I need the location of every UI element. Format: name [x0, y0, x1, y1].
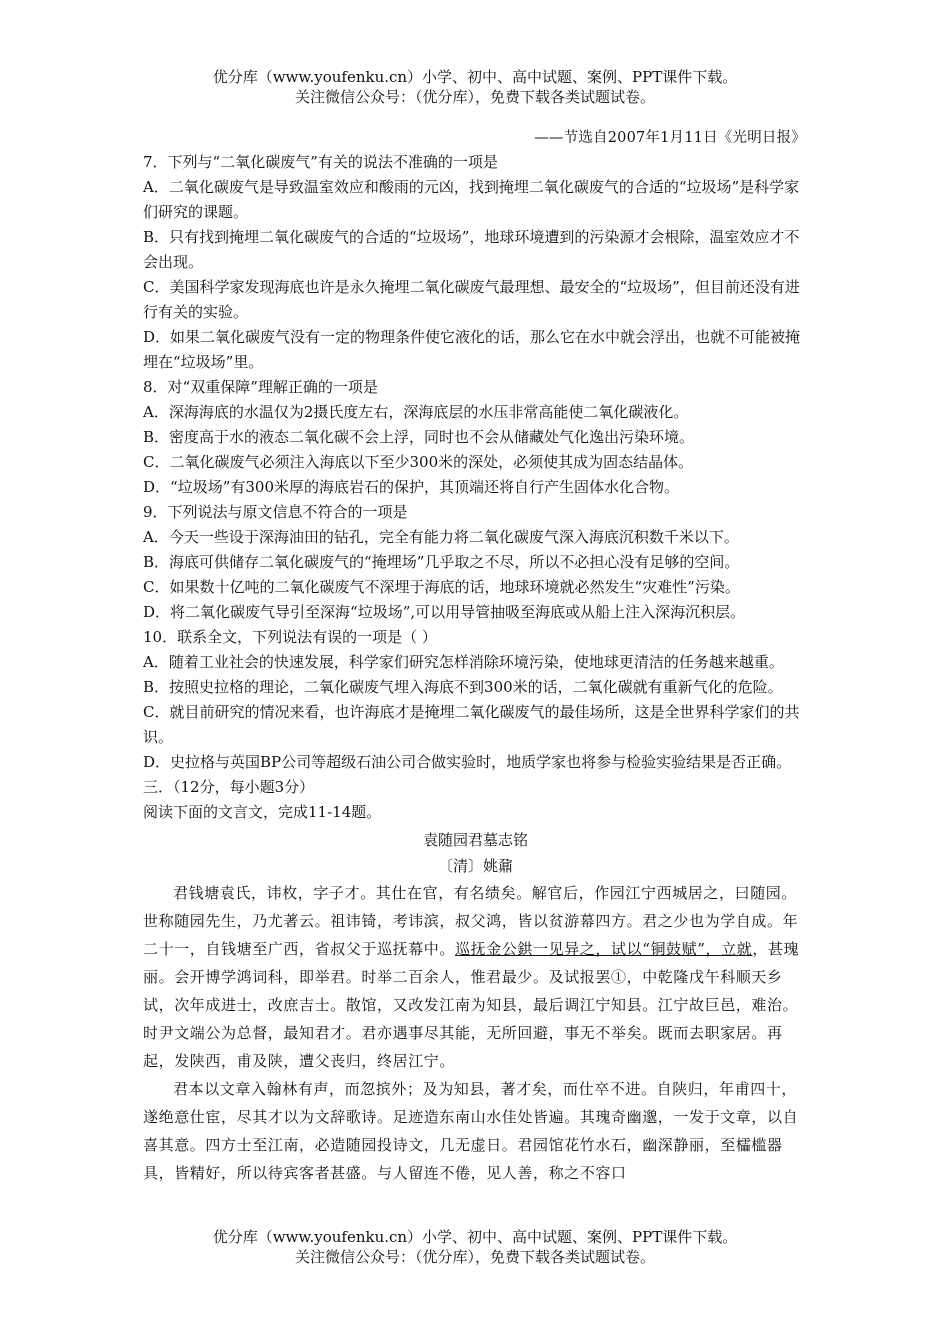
question-10 [143, 625, 808, 775]
question-7 [143, 150, 808, 375]
question-9 [143, 500, 808, 625]
underlined-sentence: 巡抚金公鉷一见异之，试以“铜鼓赋”，立就 [455, 940, 753, 958]
footer-line-2: 关注微信公众号：（优分库），免费下载各类试题试卷。 [294, 1248, 655, 1266]
question-7-option-b: B．只有找到掩埋二氧化碳废气的合适的“垃圾场”，地球环境遭到的污染源才会根除，温室效应才不会出现。 [143, 228, 800, 271]
question-10-option-c: C．就目前研究的情况来看，也许海底才是掩埋二氧化碳废气的最佳场所，这是全世界科学家们的共识。 [143, 703, 800, 746]
question-10-stem: 10．联系全文，下列说法有误的一项是（ ） [143, 628, 437, 646]
footer-line-1: 优分库（www.youfenku.cn）小学、初中、高中试题、案例、PPT课件下载。 [212, 1228, 738, 1246]
question-7-option-a: A．二氧化碳废气是导致温室效应和酸雨的元凶，找到掩埋二氧化碳废气的合适的“垃圾场”是科学家们研究的课题。 [143, 178, 800, 221]
question-10-option-b: B．按照史拉格的理论，二氧化碳废气埋入海底不到300米的话，二氧化碳就有重新气化的危险。 [143, 678, 783, 696]
passage-paragraph-1-text-a: 君钱塘袁氏，讳枚，字子才。其仕在官，有名绩矣。解官后，作园江宁西城居之，曰随园。世称随园先生，乃尤著云。祖讳锜，考讳滨，叔父鸿，皆以贫游幕四方。君之少也为学自成。年二十一，自钱塘至广西，省叔父于巡抚幕中。 [143, 884, 799, 958]
question-9-option-c: C．如果数十亿吨的二氧化碳废气不深埋于海底的话，地球环境就必然发生“灾难性”污染。 [143, 578, 740, 596]
question-7-stem: 7．下列与“二氧化碳废气”有关的说法不准确的一项是 [143, 153, 498, 171]
passage-paragraph-1 [143, 879, 808, 1075]
passage-paragraph-2: 君本以文章入翰林有声，而忽摈外；及为知县，著才矣，而仕卒不进。自陕归，年甫四十，遂绝意仕宦，尽其才以为文辞歌诗。足迹造东南山水佳处皆遍。其瑰奇幽邈，一发于文章，以自喜其意。四方士至江南，必造随园投诗文，几无虚日。君园馆花竹水石，幽深静丽，至櫺槛器具，皆精好，所以待宾客者甚盛。与人留连不倦，见人善，称之不容口 [143, 1080, 799, 1182]
page-header [0, 67, 950, 107]
passage-title: 袁随园君墓志铭 [422, 831, 528, 849]
question-7-option-d: D．如果二氧化碳废气没有一定的物理条件使它液化的话，那么它在水中就会浮出，也就不可能被掩埋在“垃圾场”里。 [143, 328, 801, 371]
question-7-option-c: C．美国科学家发现海底也许是永久掩埋二氧化碳废气最理想、最安全的“垃圾场”，但目前还没有进行有关的实验。 [143, 278, 800, 321]
page-footer [0, 1227, 950, 1267]
question-10-option-a: A．随着工业社会的快速发展，科学家们研究怎样消除环境污染，使地球更清洁的任务越来越重。 [143, 653, 784, 671]
question-10-option-d: D．史拉格与英国BP公司等超级石油公司合做实验时，地质学家也将参与检验实验结果是否正确。 [143, 753, 792, 771]
question-9-stem: 9．下列说法与原文信息不符合的一项是 [143, 503, 408, 521]
question-9-option-a: A．今天一些设于深海油田的钻孔，完全有能力将二氧化碳废气深入海底沉积数千米以下。 [143, 528, 739, 546]
question-8-option-a: A．深海海底的水温仅为2摄氏度左右，深海底层的水压非常高能使二氧化碳液化。 [143, 403, 689, 421]
question-8-option-d: D．“垃圾场”有300米厚的海底岩石的保护，其顶端还将自行产生固体水化合物。 [143, 478, 679, 496]
section-3-instruction: 阅读下面的文言文，完成11-14题。 [143, 803, 382, 821]
section-3 [143, 775, 808, 1187]
header-line-2: 关注微信公众号：（优分库），免费下载各类试题试卷。 [294, 88, 655, 106]
question-8 [143, 375, 808, 500]
question-8-stem: 8．对“双重保障”理解正确的一项是 [143, 378, 378, 396]
section-3-heading: 三．（12分，每小题3分） [143, 778, 315, 796]
question-8-option-b: B．密度高于水的液态二氧化碳不会上浮，同时也不会从储藏处气化逸出污染环境。 [143, 428, 695, 446]
question-9-option-b: B．海底可供储存二氧化碳废气的“掩埋场”几乎取之不尽，所以不必担心没有足够的空间。 [143, 553, 740, 571]
passage-paragraph-1-text-b: ，甚瑰丽。会开博学鸿词科，即举君。时举二百余人，惟君最少。及试报罢①，中乾隆戊午科顺天乡试，次年成进士，改庶吉士。散馆，又改发江南为知县，最后调江宁知县。江宁故巨邑，难治。时尹文端公为总督，最知君才。君亦遇事尽其能，无所回避，事无不举矣。既而去职家居。再起，发陕西，甫及陕，遭父丧归，终居江宁。 [143, 940, 800, 1070]
source-citation: ——节选自2007年1月11日《光明日报》 [534, 130, 806, 146]
passage-author: 〔清〕姚鼐 [437, 857, 513, 875]
header-line-1: 优分库（www.youfenku.cn）小学、初中、高中试题、案例、PPT课件下载。 [212, 68, 738, 86]
question-9-option-d: D．将二氧化碳废气导引至深海“垃圾场”,可以用导管抽吸至海底或从船上注入深海沉积层。 [143, 603, 746, 621]
question-8-option-c: C．二氧化碳废气必须注入海底以下至少300米的深处，必须使其成为固态结晶体。 [143, 453, 694, 471]
main-content [143, 126, 808, 1187]
